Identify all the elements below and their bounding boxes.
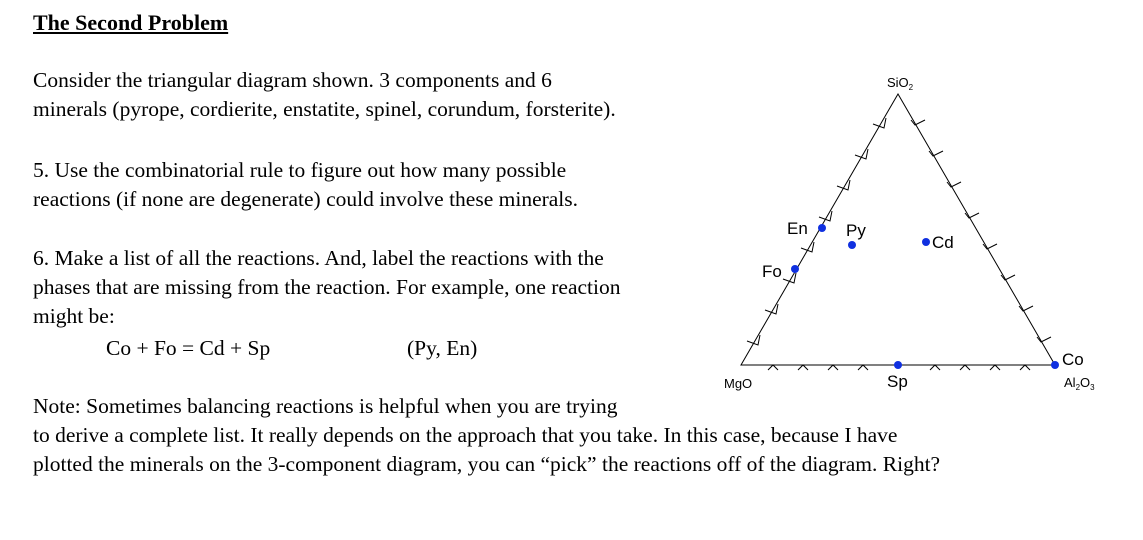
- intro-line-1: Consider the triangular diagram shown. 3 components and 6: [33, 68, 552, 92]
- edge-arrows: [747, 118, 1051, 370]
- example-missing-phases: (Py, En): [407, 336, 478, 360]
- pyrope-label: Py: [846, 221, 866, 240]
- cordierite-point: [922, 238, 930, 246]
- corundum-point: [1051, 361, 1059, 369]
- apex-mgo-label: MgO: [724, 376, 753, 391]
- apex-co-label: Co: [1062, 350, 1084, 369]
- cordierite-label: Cd: [932, 233, 954, 252]
- note-line-3: plotted the minerals on the 3-component diagram, you can “pick” the reactions off of the diagram. Right?: [33, 452, 941, 476]
- forsterite-label: Fo: [762, 262, 782, 281]
- pyrope-point: [848, 241, 856, 249]
- note-line-2: to derive a complete list. It really depends on the approach that you take. In this case, because I have: [33, 423, 898, 447]
- note-line-1: Note: Sometimes balancing reactions is helpful when you are trying: [33, 394, 618, 418]
- question-6-line-2: phases that are missing from the reaction. For example, one reaction: [33, 275, 621, 299]
- apex-sio2-label: SiO$_2$: [887, 75, 914, 92]
- question-5-line-1: 5. Use the combinatorial rule to figure out how many possible: [33, 158, 567, 182]
- question-6-line-1: 6. Make a list of all the reactions. And, label the reactions with the: [33, 246, 604, 270]
- intro-line-2: minerals (pyrope, cordierite, enstatite, spinel, corundum, forsterite).: [33, 97, 616, 121]
- example-reaction: Co + Fo = Cd + Sp: [106, 336, 271, 360]
- spinel-label: Sp: [887, 372, 908, 391]
- forsterite-point: [791, 265, 799, 273]
- enstatite-point: [818, 224, 826, 232]
- page-title: The Second Problem: [33, 10, 229, 35]
- enstatite-label: En: [787, 219, 808, 238]
- spinel-point: [894, 361, 902, 369]
- apex-al2o3-label: $Al_2O_3$: [1064, 375, 1095, 392]
- question-5-line-2: reactions (if none are degenerate) could involve these minerals.: [33, 187, 579, 211]
- question-6-line-3: might be:: [33, 304, 115, 328]
